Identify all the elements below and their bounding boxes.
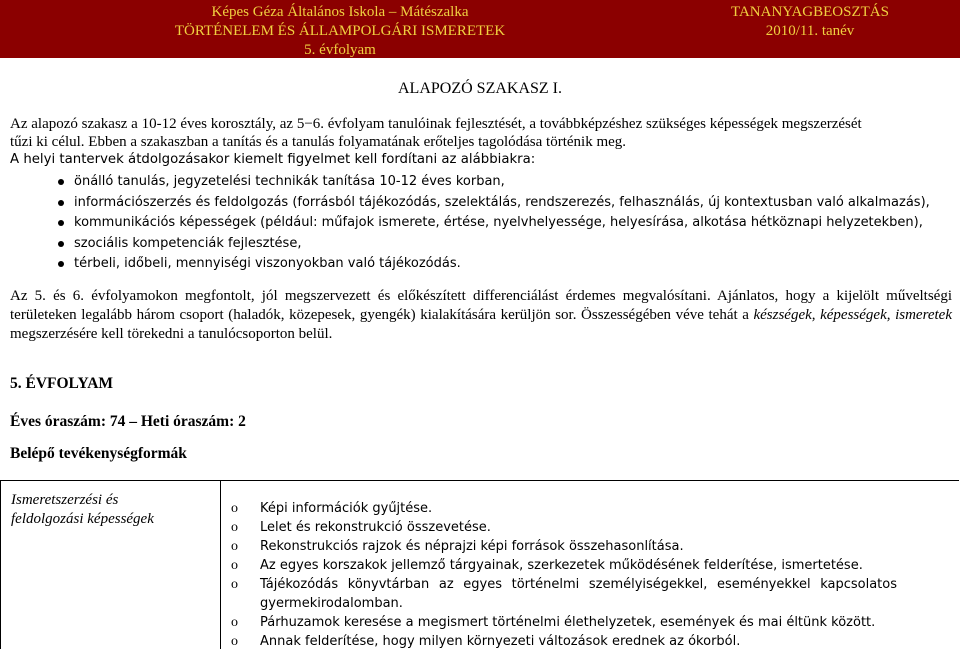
list-item: térbeli, időbeli, mennyiségi viszonyokban való tájékozódás. xyxy=(10,254,930,275)
entry-heading: Belépő tevékenységformák xyxy=(10,445,187,462)
table-category-label: Ismeretszerzési és feldolgozási képességek xyxy=(11,492,154,527)
intro-paragraph xyxy=(10,115,952,169)
grade-label: 5. évfolyam xyxy=(304,42,376,58)
list-item: o Párhuzamok keresése a megismert történelmi élethelyzetek, események és mai éltünk között. xyxy=(227,613,897,632)
list-item: kommunikációs képességek (például: műfajok ismerete, értése, nyelvhelyessége, helyesírása, alkotása hétköznapi helyzetekben), xyxy=(10,213,930,234)
list-item: szociális kompetenciák fejlesztése, xyxy=(10,234,930,255)
hours-line: Éves óraszám: 74 – Heti óraszám: 2 xyxy=(10,413,246,430)
para-text-2: megszerzésére kell törekedni a tanulócsoporton belül. xyxy=(10,326,333,342)
list-item: o Lelet és rekonstrukció összevetése. xyxy=(227,518,897,537)
table-divider xyxy=(220,481,221,649)
intro-line-2: tűzi ki célul. Ebben a szakaszban a tanítás és a tanulás folyamatának erőteljes tagolódása történik meg. xyxy=(10,134,627,150)
list-item: információszerzés és feldolgozás (forrásból tájékozódás, szelektálás, rendszerezés, felhasználás, új kontextusban való alkalmazás), xyxy=(10,193,930,214)
intro-line-1: Az alapozó szakasz a 10-12 éves korosztály, az 5−6. évfolyam tanulóinak fejlesztését, a továbbképzéshez szükséges képességek megszerzését xyxy=(10,116,862,132)
list-item: o Az egyes korszakok jellemző tárgyainak, szerkezetek működésének felderítése, ismertetése. xyxy=(227,556,897,575)
list-item: o Annak felderítése, hogy milyen környezeti változások erednek az ókorból. xyxy=(227,632,897,651)
page-header xyxy=(0,0,960,58)
list-item: o Tájékozódás könyvtárban az egyes történelmi személyiségekkel, eseményekkel kapcsolatos gyermekirodalomban. xyxy=(227,575,897,613)
header-right xyxy=(680,3,940,41)
school-year: 2010/11. tanév xyxy=(765,23,855,39)
list-item: o Rekonstrukciós rajzok és néprajzi képi források összehasonlítása. xyxy=(227,537,897,556)
grade-heading: 5. ÉVFOLYAM xyxy=(10,375,114,392)
para-emphasis: készségek, képességek, ismeretek xyxy=(753,307,952,323)
differentiation-paragraph xyxy=(10,287,952,344)
subject-name: TÖRTÉNELEM ÉS ÁLLAMPOLGÁRI ISMERETEK xyxy=(174,23,506,39)
skills-table xyxy=(0,480,959,649)
skills-list xyxy=(227,499,897,651)
para-text-1: Az 5. és 6. évfolyamokon megfontolt, jól megszervezett és előkészített differenciálást érdemes megvalósítani. Ajánlatos, hogy a kijelölt műveltségi területeken legalább három csoport (haladók, közepesek, gyengék) kialakítására kerüljön sor. Összességében véve tehát a xyxy=(10,288,952,323)
focus-list xyxy=(10,172,930,275)
intro-line-3: A helyi tantervek átdolgozásakor kiemelt figyelmet kell fordítani az alábbiakra: xyxy=(10,152,536,167)
header-left xyxy=(150,3,530,60)
doc-type: TANANYAGBEOSZTÁS xyxy=(731,4,889,20)
list-item: o Képi információk gyűjtése. xyxy=(227,499,897,518)
list-item: önálló tanulás, jegyzetelési technikák tanítása 10-12 éves korban, xyxy=(10,172,930,193)
school-name: Képes Géza Általános Iskola – Mátészalka xyxy=(211,4,469,20)
section-title: ALAPOZÓ SZAKASZ I. xyxy=(398,80,562,97)
